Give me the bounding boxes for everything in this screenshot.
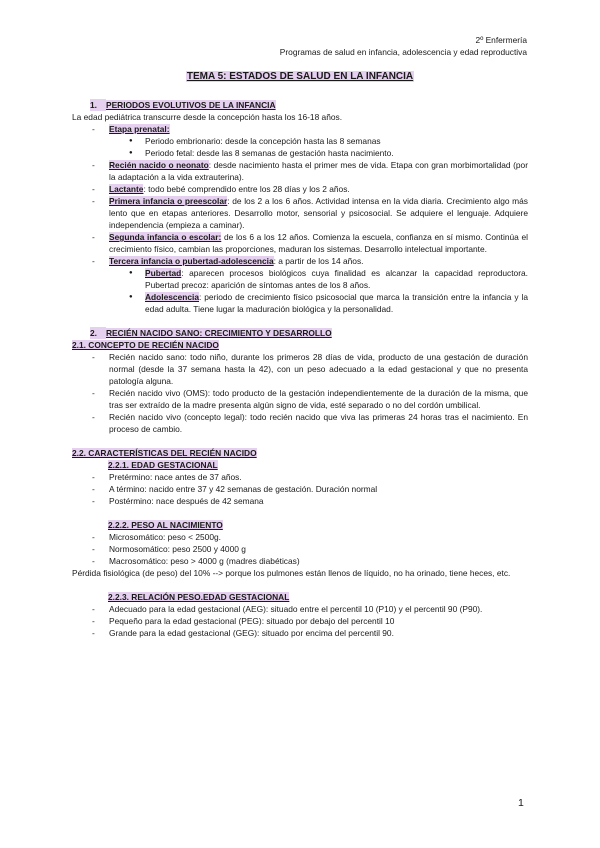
section-2-number: 2. <box>90 327 106 339</box>
text-segunda-infancia: de los 6 a los 12 años. Comienza la escuela, confianza en sí mismo. Continúa el crecimiento físico, cambian las proporciones, maduran los sistemas. Desarrollo intelectual importante. <box>109 232 529 254</box>
list-item-rn-vivo-legal: - Recién nacido vivo (concepto legal): todo recién nacido que viva las primeras 24 horas tras el nacimiento. En proceso de cambio. <box>72 411 528 435</box>
text-adolescencia: : periodo de crecimiento físico psicosocial que marca la transición entre la infancia y la edad adulta. Tiene lugar la maduración biológica y la personalidad. <box>145 292 528 314</box>
term-prenatal: Etapa prenatal: <box>109 124 170 134</box>
subsection-2-2-3-title: 2.2.3. RELACIÓN PESO.EDAD GESTACIONAL <box>108 592 290 602</box>
bullet-pubertad <box>72 267 528 291</box>
header-course: 2º Enfermería <box>475 35 527 45</box>
subsection-2-2-2-heading <box>108 519 528 531</box>
list-item-postermino: - Postérmino: nace después de 42 semana <box>72 495 528 507</box>
section-1-intro: La edad pediátrica transcurre desde la concepción hasta los 16-18 años. <box>72 112 343 122</box>
peso-note: Pérdida fisiológica (de peso) del 10% --> porque los pulmones están llenos de líquido, no ha orinado, tiene heces, etc. <box>72 568 511 578</box>
term-neonato: Recién nacido o neonato <box>109 160 209 170</box>
subsection-2-2-3-heading <box>108 591 528 603</box>
page-title-text: TEMA 5: ESTADOS DE SALUD EN LA INFANCIA <box>186 71 414 82</box>
subsection-2-2-2-title: 2.2.2. PESO AL NACIMIENTO <box>108 520 223 530</box>
subsection-2-1-title: 2.1. CONCEPTO DE RECIÉN NACIDO <box>72 340 219 350</box>
term-tercera-infancia: Tercera infancia o pubertad-adolescencia <box>109 256 274 266</box>
list-item-lactante <box>72 183 528 195</box>
bullet-embrionario: ● Periodo embrionario: desde la concepción hasta las 8 semanas <box>72 135 528 147</box>
list-item-geg: - Grande para la edad gestacional (GEG): situado por encima del percentil 90. <box>72 627 528 639</box>
list-item-a-termino: - A término: nacido entre 37 y 42 semanas de gestación. Duración normal <box>72 483 528 495</box>
list-item-rn-vivo-oms: - Recién nacido vivo (OMS): todo producto de la gestación independientemente de la duración de la misma, que tras ser extraído de la madre presenta algún signo de vida, esté separado o no del cordón umbilical. <box>72 387 528 411</box>
bullet-adolescencia <box>72 291 528 315</box>
subsection-2-2-title: 2.2. CARACTERÍSTICAS DEL RECIÉN NACIDO <box>72 448 257 458</box>
section-1-heading <box>90 99 528 111</box>
section-2-title: RECIÉN NACIDO SANO: CRECIMIENTO Y DESARROLLO <box>106 328 332 338</box>
subsection-2-2-heading <box>72 447 528 459</box>
section-1-title: PERIODOS EVOLUTIVOS DE LA INFANCIA <box>106 100 276 110</box>
document-body <box>72 99 528 639</box>
list-item-prenatal <box>72 123 528 135</box>
text-primera-infancia: : de los 2 a los 6 años. Actividad intensa en la vida diaria. Crecimiento algo más lento que en etapas anteriores. Desarrollo motor, sensorial y psicosocial. Se adquiere el lenguaje. Adquiere independencia (empieza a caminar). <box>109 196 528 230</box>
term-adolescencia: Adolescencia <box>145 292 199 302</box>
list-item-normosomatico: - Normosomático: peso 2500 y 4000 g <box>72 543 528 555</box>
list-item-peg: - Pequeño para la edad gestacional (PEG): situado por debajo del percentil 10 <box>72 615 528 627</box>
page-title <box>0 71 600 83</box>
list-item-microsomatico: - Microsomático: peso < 2500g. <box>72 531 528 543</box>
term-primera-infancia: Primera infancia o preescolar <box>109 196 228 206</box>
list-item-macrosomatico: - Macrosomático: peso > 4000 g (madres diabéticas) <box>72 555 528 567</box>
list-item-rn-sano: - Recién nacido sano: todo niño, durante los primeros 28 días de vida, producto de una gestación de duración normal (desde la 37 semana hasta la 42), con un peso adecuado a la edad gestacional y que no presenta patología alguna. <box>72 351 528 387</box>
list-item-neonato <box>72 159 528 183</box>
term-lactante: Lactante <box>109 184 144 194</box>
term-segunda-infancia: Segunda infancia o escolar: <box>109 232 222 242</box>
term-pubertad: Pubertad <box>145 268 182 278</box>
page-number: 1 <box>518 797 524 809</box>
bullet-fetal: ● Periodo fetal: desde las 8 semanas de gestación hasta nacimiento. <box>72 147 528 159</box>
subsection-2-2-1-heading <box>108 459 528 471</box>
list-item-primera-infancia <box>72 195 528 231</box>
subsection-2-1-heading <box>72 339 528 351</box>
text-neonato: : desde nacimiento hasta el primer mes de vida. Etapa con gran morbimortalidad (por la adaptación a la vida extrauterina). <box>109 160 528 182</box>
text-tercera-infancia: : a partir de los 14 años. <box>273 256 364 266</box>
section-2-heading <box>90 327 528 339</box>
list-item-aeg: - Adecuado para la edad gestacional (AEG): situado entre el percentil 10 (P10) y el percentil 90 (P90). <box>72 603 528 615</box>
list-item-pretermino: - Pretérmino: nace antes de 37 años. <box>72 471 528 483</box>
list-item-segunda-infancia <box>72 231 528 255</box>
header-subject: Programas de salud en infancia, adolescencia y edad reproductiva <box>279 47 527 57</box>
list-item-tercera-infancia <box>72 255 528 267</box>
subsection-2-2-1-title: 2.2.1. EDAD GESTACIONAL <box>108 460 218 470</box>
text-lactante: : todo bebé comprendido entre los 28 días y los 2 años. <box>143 184 350 194</box>
section-1-number: 1. <box>90 99 106 111</box>
text-pubertad: : aparecen procesos biológicos cuya finalidad es alcanzar la capacidad reproductora. Pubertad precoz: aparición de síntomas antes de los 8 años. <box>145 268 528 290</box>
